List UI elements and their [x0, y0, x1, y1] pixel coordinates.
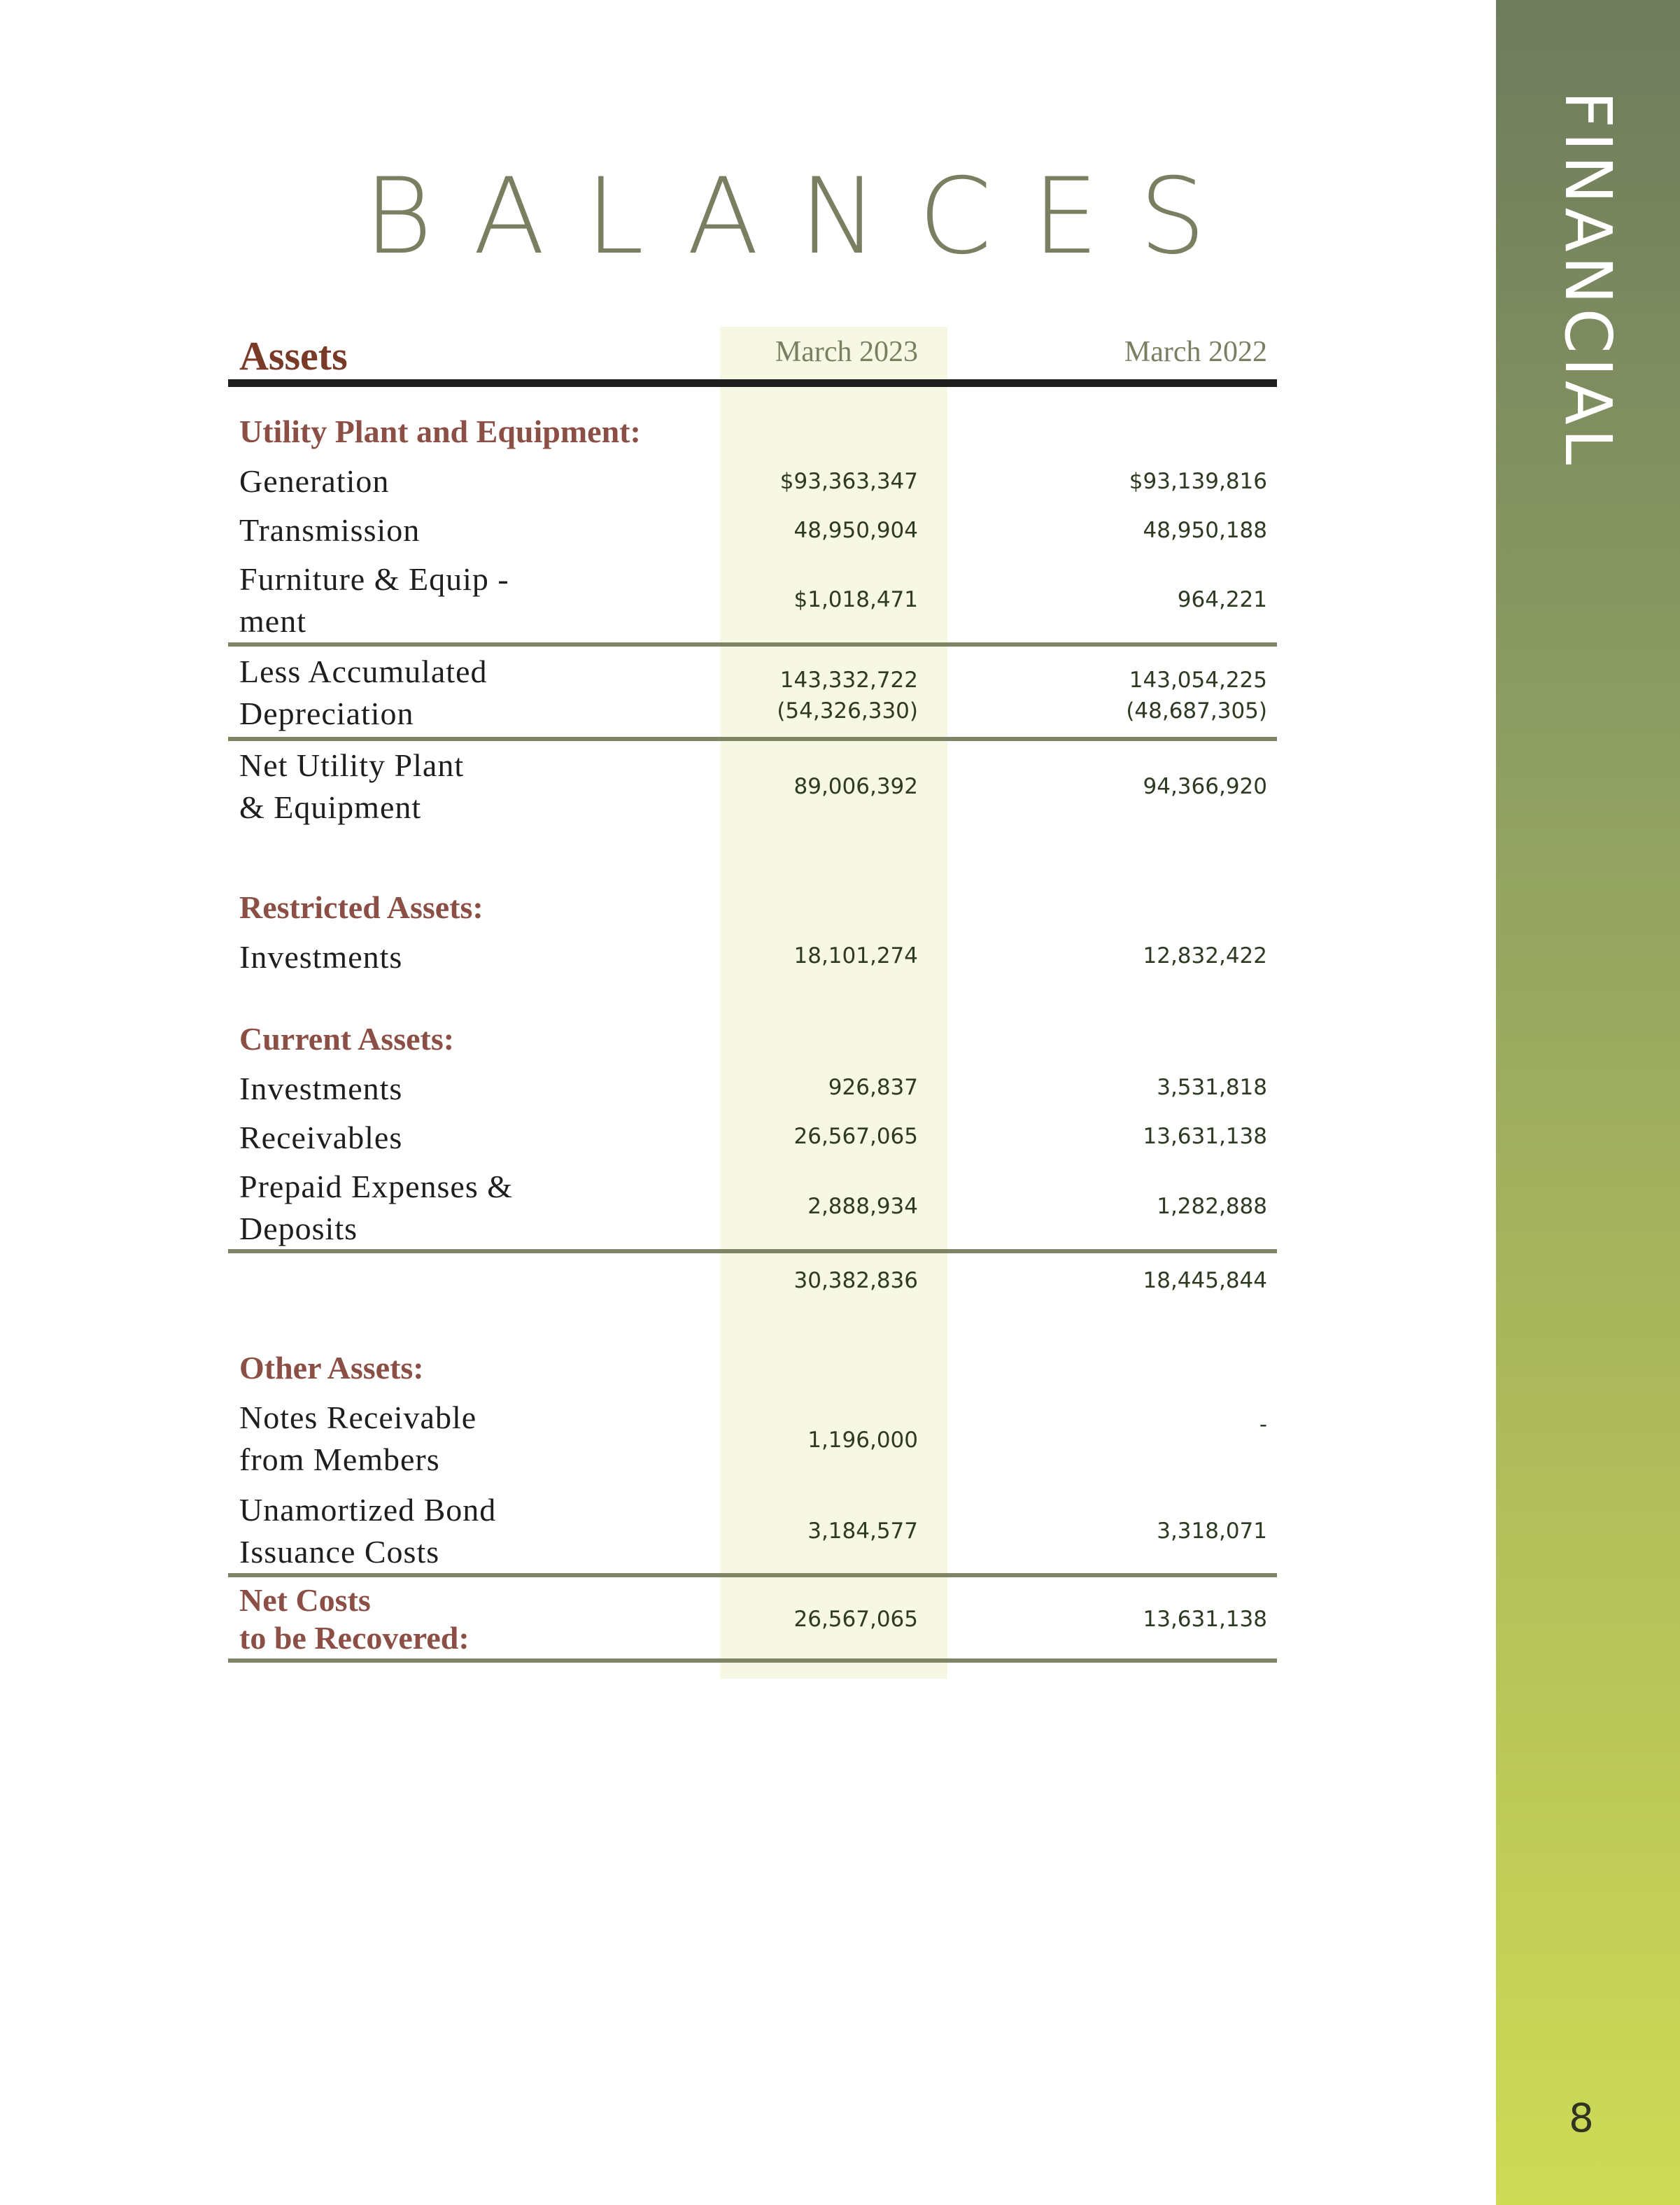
value-current-total-2023: 30,382,836: [793, 1268, 918, 1293]
row-label-less-accumulated-line2: Depreciation: [239, 696, 414, 731]
section-label: FINANCIAL: [1551, 91, 1625, 470]
row-label-net-costs-line2: to be Recovered:: [239, 1620, 470, 1656]
value-current-investments-2022: 3,531,818: [1157, 1075, 1267, 1100]
table-bottom-rule: [228, 1658, 1277, 1663]
section-restricted-assets: Restricted Assets:: [239, 889, 483, 925]
row-label-notes-receivable-line1: Notes Receivable: [239, 1400, 477, 1435]
row-label-generation: Generation: [239, 463, 390, 499]
row-label-bond-costs: [239, 1489, 631, 1573]
row-label-furniture: [239, 558, 631, 642]
row-label-transmission: Transmission: [239, 512, 421, 548]
value-receivables-2022: 13,631,138: [1143, 1124, 1267, 1149]
value-furniture-2023: $1,018,471: [793, 587, 918, 612]
table-heading: Assets: [239, 333, 348, 379]
value-net-costs-2022: 13,631,138: [1143, 1607, 1267, 1632]
value-transmission-2022: 48,950,188: [1143, 518, 1267, 543]
row-label-restricted-investments: Investments: [239, 939, 403, 975]
row-label-furniture-line2: ment: [239, 603, 306, 639]
row-label-bond-costs-line1: Unamortized Bond: [239, 1492, 497, 1528]
row-label-receivables: Receivables: [239, 1120, 403, 1155]
value-prepaid-2023: 2,888,934: [807, 1194, 918, 1219]
value-notes-receivable-2023: 1,196,000: [807, 1428, 918, 1453]
value-less-accumulated-2023: [777, 665, 918, 726]
row-label-bond-costs-line2: Issuance Costs: [239, 1534, 440, 1570]
section-other-assets: Other Assets:: [239, 1350, 424, 1386]
page-title: BALANCES: [364, 156, 1247, 278]
row-label-notes-receivable: [239, 1397, 631, 1481]
value-current-investments-2023: 926,837: [828, 1075, 918, 1100]
value-prepaid-2022: 1,282,888: [1157, 1194, 1267, 1219]
page-number: 8: [1569, 2096, 1594, 2141]
header-rule: [228, 379, 1277, 387]
value-generation-2022: $93,139,816: [1129, 469, 1267, 494]
value-bond-costs-2022: 3,318,071: [1157, 1519, 1267, 1544]
value-transmission-2023: 48,950,904: [793, 518, 918, 543]
value-current-total-2022: 18,445,844: [1143, 1268, 1267, 1293]
value-depreciation-2022: (48,687,305): [1126, 698, 1267, 724]
row-label-furniture-line1: Furniture & Equip -: [239, 561, 509, 597]
value-net-utility-2023: 89,006,392: [793, 774, 918, 799]
column-header-2023: March 2023: [775, 336, 918, 368]
value-depreciation-2023: (54,326,330): [777, 698, 918, 724]
row-rule: [228, 737, 1277, 741]
section-utility-plant: Utility Plant and Equipment:: [239, 414, 641, 449]
value-net-costs-2023: 26,567,065: [793, 1607, 918, 1632]
row-rule: [228, 642, 1277, 647]
row-label-prepaid-line1: Prepaid Expenses &: [239, 1169, 514, 1204]
value-restricted-investments-2022: 12,832,422: [1143, 943, 1267, 968]
value-less-accumulated-2022: [1126, 665, 1267, 726]
row-label-net-costs-line1: Net Costs: [239, 1582, 371, 1618]
row-label-prepaid: [239, 1166, 631, 1250]
value-plant-subtotal-2022: 143,054,225: [1129, 668, 1267, 693]
value-furniture-2022: 964,221: [1177, 587, 1267, 612]
row-rule: [228, 1249, 1277, 1253]
value-generation-2023: $93,363,347: [779, 469, 918, 494]
section-current-assets: Current Assets:: [239, 1021, 455, 1057]
row-label-net-utility: [239, 745, 631, 829]
value-bond-costs-2023: 3,184,577: [807, 1519, 918, 1544]
row-label-less-accumulated: [239, 651, 631, 735]
row-label-prepaid-line2: Deposits: [239, 1211, 358, 1246]
row-label-net-costs: [239, 1581, 631, 1657]
value-receivables-2023: 26,567,065: [793, 1124, 918, 1149]
value-net-utility-2022: 94,366,920: [1143, 774, 1267, 799]
column-header-2022: March 2022: [1124, 336, 1267, 368]
value-plant-subtotal-2023: 143,332,722: [779, 668, 918, 693]
value-notes-receivable-2022: -: [1259, 1412, 1267, 1437]
row-label-net-utility-line1: Net Utility Plant: [239, 747, 465, 783]
row-rule: [228, 1573, 1277, 1577]
row-label-current-investments: Investments: [239, 1071, 403, 1106]
row-label-notes-receivable-line2: from Members: [239, 1442, 440, 1477]
value-restricted-investments-2023: 18,101,274: [793, 943, 918, 968]
row-label-less-accumulated-line1: Less Accumulated: [239, 654, 488, 689]
row-label-net-utility-line2: & Equipment: [239, 789, 422, 825]
